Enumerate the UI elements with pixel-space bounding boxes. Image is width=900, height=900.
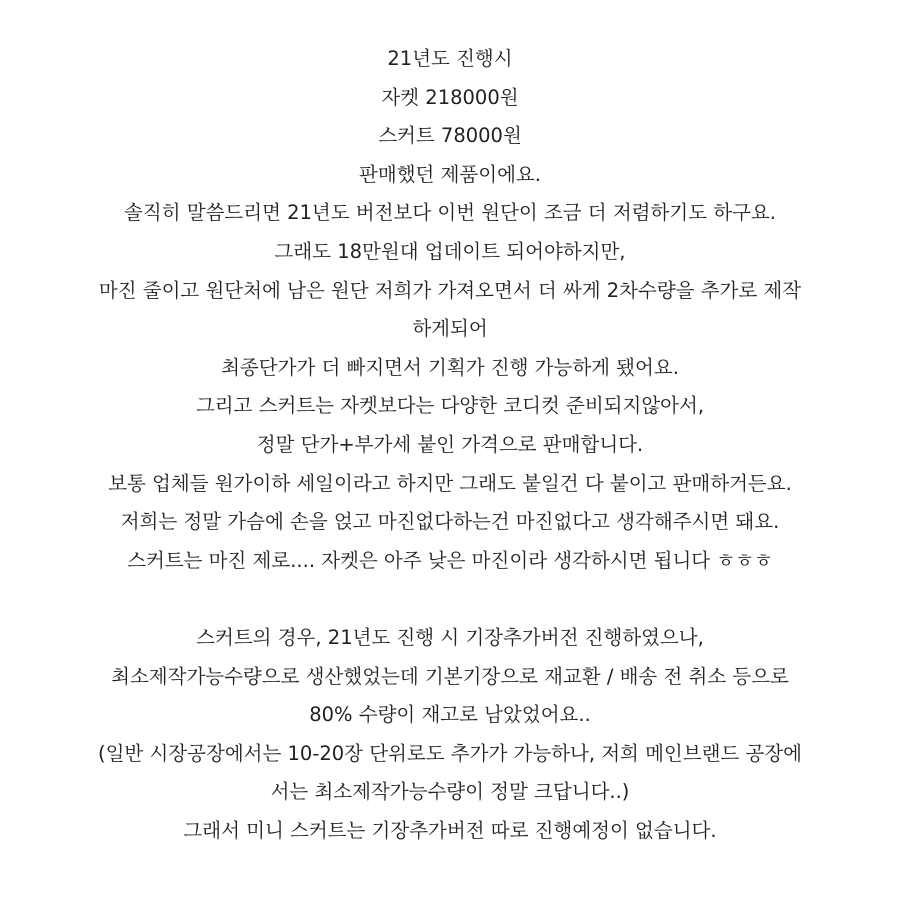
paragraph-pricing	[0, 40, 900, 580]
text-line: 스커트 78000원	[378, 124, 522, 148]
paragraph-skirt-note	[0, 619, 900, 851]
text-line: 80% 수량이 재고로 남았었어요..	[309, 703, 591, 727]
text-line: 자켓 218000원	[381, 85, 519, 109]
text-line: 스커트의 경우, 21년도 진행 시 기장추가버전 진행하였으나,	[196, 625, 704, 649]
text-line: (일반 시장공장에서는 10-20장 단위로도 추가가 가능하나, 저희 메인브랜드 공장에	[97, 741, 802, 765]
text-line: 그래서 미니 스커트는 기장추가버전 따로 진행예정이 없습니다.	[183, 818, 717, 842]
text-line: 최소제작가능수량으로 생산했었는데 기본기장으로 재교환 / 배송 전 취소 등으로	[111, 664, 789, 688]
document-body	[0, 40, 900, 850]
text-line: 정말 단가+부가세 붙인 가격으로 판매합니다.	[256, 432, 644, 456]
text-line: 그래도 18만원대 업데이트 되어야하지만,	[274, 239, 626, 263]
text-line: 서는 최소제작가능수량이 정말 크답니다..)	[270, 780, 630, 804]
text-line: 하게되어	[412, 317, 488, 341]
text-line: 저희는 정말 가슴에 손을 얹고 마진없다하는건 마진없다고 생각해주시면 돼요.	[120, 510, 780, 534]
text-line: 최종단가가 더 빠지면서 기획가 진행 가능하게 됐어요.	[221, 355, 679, 379]
text-line: 보통 업체들 원가이하 세일이라고 하지만 그래도 붙일건 다 붙이고 판매하거든요.	[108, 471, 792, 495]
text-line: 솔직히 말씀드리면 21년도 버전보다 이번 원단이 조금 더 저렴하기도 하구요.	[124, 201, 776, 225]
text-line: 그리고 스커트는 자켓보다는 다양한 코디컷 준비되지않아서,	[195, 394, 705, 418]
text-line: 21년도 진행시	[387, 47, 513, 70]
paragraph-spacer	[0, 580, 900, 619]
text-line: 판매했던 제품이에요.	[359, 162, 541, 186]
text-line: 마진 줄이고 원단처에 남은 원단 저희가 가져오면서 더 싸게 2차수량을 추가로 제작	[98, 278, 802, 302]
text-line: 스커트는 마진 제로.... 자켓은 아주 낮은 마진이라 생각하시면 됩니다 ㅎㅎㅎ	[127, 548, 773, 572]
